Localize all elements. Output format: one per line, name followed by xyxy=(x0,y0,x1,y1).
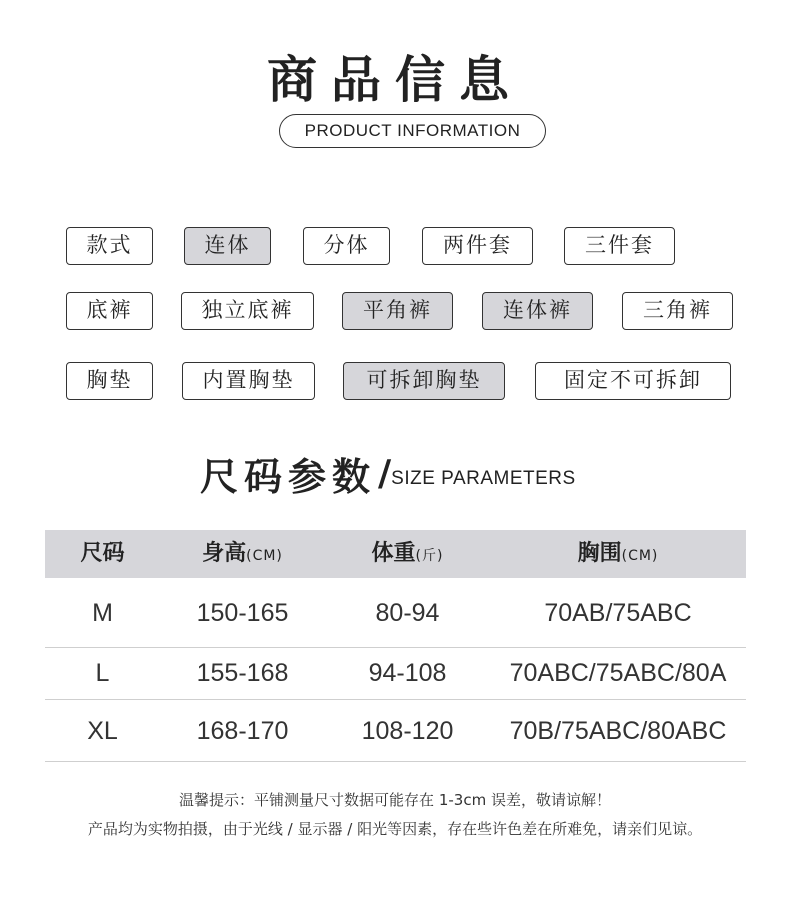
cell-weight: 108-120 xyxy=(361,717,454,745)
page-title: 商品信息 xyxy=(267,51,523,109)
cell-size: M xyxy=(92,599,113,627)
tag-label-style: 款式 xyxy=(66,227,153,265)
tag-split: 分体 xyxy=(303,227,390,265)
table-row xyxy=(45,578,746,648)
cell-weight: 80-94 xyxy=(375,599,440,627)
color-disclaimer: 产品均为实物拍摄，由于光线 / 显示器 / 阳光等因素，存在些许色差在所难免，请亲们见谅。 xyxy=(87,820,703,838)
cell-height: 155-168 xyxy=(196,659,289,687)
tag-label-bottoms: 底裤 xyxy=(66,292,153,330)
cell-bust: 70ABC/75ABC/80A xyxy=(509,659,727,687)
tag-one-piece: 连体 xyxy=(184,227,271,265)
header-height: 身高(CM) xyxy=(202,541,283,566)
cell-bust: 70B/75ABC/80ABC xyxy=(509,717,727,745)
header-bust: 胸围(CM) xyxy=(577,541,659,566)
tag-brief: 三角裤 xyxy=(622,292,733,330)
header-weight: 体重(斤) xyxy=(371,541,444,566)
tag-label-padding: 胸垫 xyxy=(66,362,153,400)
size-title-slash: / xyxy=(378,453,392,494)
tag-built-in-padding: 内置胸垫 xyxy=(182,362,315,400)
tag-boyshort: 平角裤 xyxy=(342,292,453,330)
cell-height: 150-165 xyxy=(196,599,289,627)
cell-weight: 94-108 xyxy=(368,659,447,687)
tag-fixed-padding: 固定不可拆卸 xyxy=(535,362,731,400)
page-subtitle: PRODUCT INFORMATION xyxy=(279,114,546,148)
cell-bust: 70AB/75ABC xyxy=(544,599,692,627)
tag-separate-bottoms: 独立底裤 xyxy=(181,292,314,330)
table-row xyxy=(45,648,746,700)
cell-size: XL xyxy=(87,717,118,745)
size-title-en: SIZE PARAMETERS xyxy=(391,468,576,489)
tag-one-piece-bottoms: 连体裤 xyxy=(482,292,593,330)
tag-removable-padding: 可拆卸胸垫 xyxy=(343,362,505,400)
cell-height: 168-170 xyxy=(196,717,289,745)
cell-size: L xyxy=(95,659,110,687)
header-size: 尺码 xyxy=(80,541,125,566)
size-title-cn: 尺码参数 xyxy=(200,455,377,499)
size-table xyxy=(45,530,746,762)
size-section-title xyxy=(200,446,576,499)
tip-note: 温馨提示：平铺测量尺寸数据可能存在 1-3cm 误差，敬请谅解！ xyxy=(179,791,611,809)
table-header xyxy=(45,530,746,578)
table-row xyxy=(45,700,746,762)
tag-two-piece: 两件套 xyxy=(422,227,533,265)
tag-three-piece: 三件套 xyxy=(564,227,675,265)
